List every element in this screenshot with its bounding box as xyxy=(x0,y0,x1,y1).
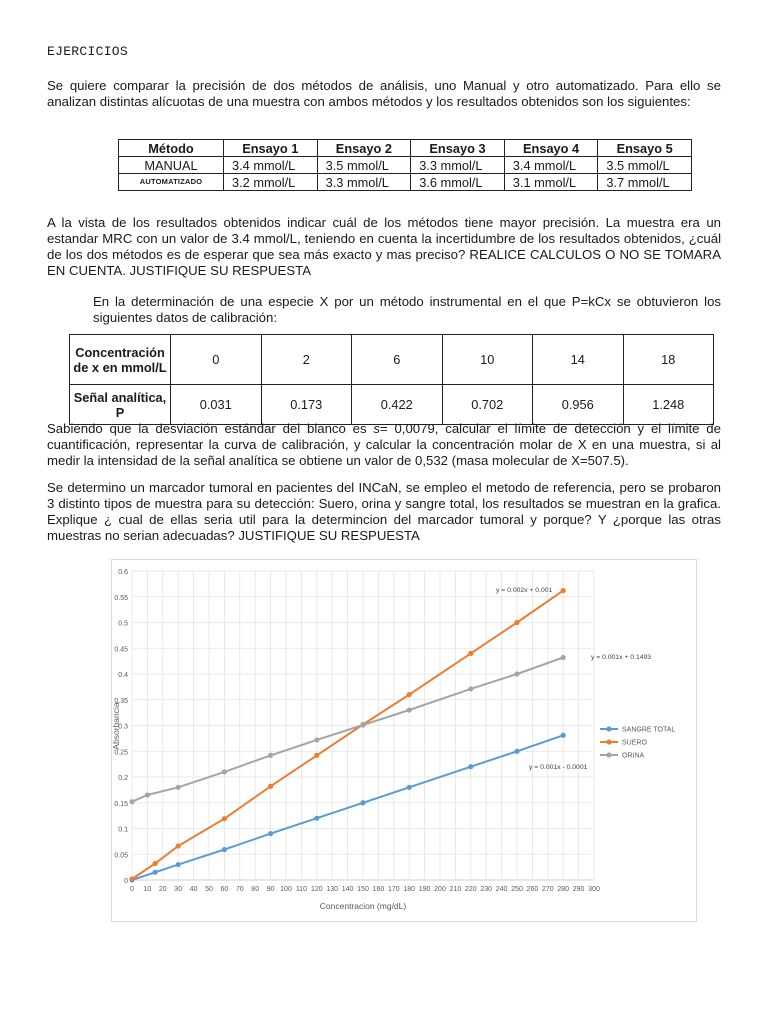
paragraph-detection-limit xyxy=(47,421,721,469)
x-tick-label: 240 xyxy=(495,886,508,893)
data-point xyxy=(360,722,365,727)
header-ensayo-3: Ensayo 3 xyxy=(411,140,505,157)
legend-marker xyxy=(606,739,611,744)
table-cell: 18 xyxy=(623,335,714,385)
table-cell: 0.173 xyxy=(261,385,352,425)
data-point xyxy=(268,753,273,758)
table-cell: 0.956 xyxy=(533,385,624,425)
x-tick-label: 280 xyxy=(557,886,570,893)
x-tick-label: 10 xyxy=(143,886,152,893)
data-point xyxy=(314,737,319,742)
data-point xyxy=(176,862,181,867)
data-point xyxy=(153,861,158,866)
x-tick-label: 150 xyxy=(357,886,369,893)
table-cell: 10 xyxy=(442,335,533,385)
data-point xyxy=(268,831,273,836)
calibration-table xyxy=(69,334,714,425)
x-tick-label: 50 xyxy=(205,886,213,893)
table-row-signal xyxy=(70,385,714,425)
header-ensayo-1: Ensayo 1 xyxy=(224,140,318,157)
y-axis-label: Absorbancia xyxy=(111,702,121,750)
data-point xyxy=(268,784,273,789)
x-tick-label: 120 xyxy=(310,886,323,893)
paragraph-precision-question: Se quiere comparar la precisión de dos métodos de análisis, uno Manual y otro automatizado. Para ello se analizan distintas alícuotas de una muestra con ambos métodos y los resultados obtenidos son los siguientes: xyxy=(47,78,721,109)
y-tick-label: 0.15 xyxy=(114,800,128,808)
x-tick-label: 130 xyxy=(326,886,339,893)
data-point xyxy=(314,816,319,821)
paragraph-calibration-intro: En la determinación de una especie X por un método instrumental en el que P=kCx se obtuvieron los siguientes datos de calibración: xyxy=(93,294,721,325)
data-point xyxy=(514,749,519,754)
x-tick-label: 20 xyxy=(158,886,167,893)
data-point xyxy=(561,655,566,660)
p4-text-b: = 0,0079, calcular el límite de detección y el límite de cuantificación, representar la curva de calibración, y calcular la concentración molar de X en una muestra, si al medir la intensidad de la señal analítica se obtiene un valor de 0,532 (masa molecular de X=507.5). xyxy=(47,421,721,468)
x-tick-label: 0 xyxy=(130,886,134,893)
x-tick-label: 180 xyxy=(403,886,416,893)
table-row-automatizado xyxy=(119,174,692,191)
table-cell: 3.2 mmol/L xyxy=(224,174,318,191)
table-cell: 2 xyxy=(261,335,352,385)
data-point xyxy=(407,707,412,712)
x-tick-label: 170 xyxy=(387,886,400,893)
table-cell: 3.5 mmol/L xyxy=(317,157,411,174)
row-header-concentration: Concentración de x en mmol/L xyxy=(70,335,171,385)
x-axis-label: Concentracion (mg/dL) xyxy=(319,901,407,911)
y-tick-label: 0.55 xyxy=(114,594,128,602)
data-point xyxy=(222,847,227,852)
trendline-equation: y = 0.002x + 0.001 xyxy=(496,587,553,594)
table-cell: 3.3 mmol/L xyxy=(317,174,411,191)
x-tick-label: 90 xyxy=(266,886,275,893)
y-tick-label: 0.4 xyxy=(118,672,128,679)
data-point xyxy=(153,870,158,875)
table-cell: 0.702 xyxy=(442,385,533,425)
legend-marker xyxy=(606,726,611,731)
table-cell: 14 xyxy=(533,335,624,385)
table-cell: 6 xyxy=(352,335,443,385)
method-manual: MANUAL xyxy=(119,157,224,174)
x-tick-label: 40 xyxy=(189,886,198,893)
y-tick-label: 0.5 xyxy=(118,620,128,628)
legend-label: ORINA xyxy=(622,752,645,760)
y-tick-label: 0.1 xyxy=(118,826,128,834)
x-tick-label: 140 xyxy=(341,886,354,893)
table-cell: 3.4 mmol/L xyxy=(224,157,318,174)
x-tick-label: 220 xyxy=(464,886,477,893)
exercise-heading: EJERCICIOS xyxy=(47,44,129,59)
header-ensayo-5: Ensayo 5 xyxy=(598,140,692,157)
y-tick-label: 0 xyxy=(124,878,128,885)
x-tick-label: 60 xyxy=(220,886,229,893)
methods-table-header-row xyxy=(119,140,692,157)
data-point xyxy=(407,692,412,697)
x-tick-label: 160 xyxy=(372,886,385,893)
table-cell: 1.248 xyxy=(623,385,714,425)
table-cell: 3.7 mmol/L xyxy=(598,174,692,191)
x-tick-label: 270 xyxy=(541,886,554,893)
table-cell: 3.4 mmol/L xyxy=(504,157,598,174)
data-point xyxy=(407,785,412,790)
legend-label: SANGRE TOTAL xyxy=(622,726,676,734)
x-tick-label: 80 xyxy=(251,886,260,893)
p4-symbol-s: s xyxy=(373,421,380,436)
x-tick-label: 30 xyxy=(174,886,183,893)
data-point xyxy=(514,671,519,676)
table-row-manual xyxy=(119,157,692,174)
row-header-signal: Señal analítica, P xyxy=(70,385,171,425)
x-tick-label: 290 xyxy=(572,886,585,893)
table-cell: 3.3 mmol/L xyxy=(411,157,505,174)
data-point xyxy=(561,588,566,593)
absorbance-chart xyxy=(111,559,697,922)
data-point xyxy=(468,651,473,656)
table-cell: 0.031 xyxy=(171,385,262,425)
table-row-concentration xyxy=(70,335,714,385)
legend-marker xyxy=(606,752,611,757)
trendline-equation: y = 0.001x + 0.1493 xyxy=(591,654,652,661)
trendline-equation: y = 0.001x - 0.0001 xyxy=(529,764,588,771)
data-point xyxy=(222,816,227,821)
y-tick-label: 0.05 xyxy=(114,852,128,860)
p4-text-a: Sabiendo que la desviación estándar del blanco es xyxy=(47,421,374,436)
data-point xyxy=(222,769,227,774)
header-ensayo-2: Ensayo 2 xyxy=(317,140,411,157)
data-point xyxy=(360,800,365,805)
data-point xyxy=(129,876,134,881)
paragraph-tumor-marker: Se determino un marcador tumoral en pacientes del INCaN, se empleo el metodo de referencia, pero se probaron 3 distinto tipos de muestra para su detección: Suero, orina y sangre total, los resultados se muestran en la grafica. Explique ¿ cual de ellas seria util para la determincion del marcador tumoral y porque? Y ¿porque las otras muestras no serian adecuadas? JUSTIFIQUE SU RESPUESTA xyxy=(47,480,721,543)
header-ensayo-4: Ensayo 4 xyxy=(504,140,598,157)
data-point xyxy=(314,753,319,758)
data-point xyxy=(145,792,150,797)
y-tick-label: 0.45 xyxy=(114,646,128,654)
y-tick-label: 0.25 xyxy=(114,749,128,757)
x-tick-label: 190 xyxy=(418,886,431,893)
paragraph-accuracy-question: A la vista de los resultados obtenidos indicar cuál de los métodos tiene mayor precisión. La muestra era un estandar MRC con un valor de 3.4 mmol/L, teniendo en cuenta la incertidumbre de los resultados obtenidos, ¿cuál de los dos métodos es de esperar que sea más exacto y mas preciso? REALICE CALCULOS O NO SE TOMARA EN CUENTA. JUSTIFIQUE SU RESPUESTA xyxy=(47,215,721,278)
x-tick-label: 100 xyxy=(280,886,292,893)
table-cell: 0 xyxy=(171,335,262,385)
methods-table xyxy=(118,139,692,191)
table-cell: 3.1 mmol/L xyxy=(504,174,598,191)
data-point xyxy=(129,799,134,804)
y-tick-label: 0.6 xyxy=(118,569,128,576)
x-tick-label: 70 xyxy=(235,886,244,893)
x-tick-label: 230 xyxy=(480,886,493,893)
data-point xyxy=(176,843,181,848)
x-tick-label: 210 xyxy=(449,886,462,893)
x-tick-label: 250 xyxy=(511,886,523,893)
x-tick-label: 300 xyxy=(588,886,600,893)
x-tick-label: 200 xyxy=(434,886,446,893)
table-cell: 3.6 mmol/L xyxy=(411,174,505,191)
y-tick-label: 0.2 xyxy=(118,775,128,782)
x-tick-label: 260 xyxy=(526,886,539,893)
data-point xyxy=(514,620,519,625)
data-point xyxy=(468,686,473,691)
header-method: Método xyxy=(119,140,224,157)
method-automatizado: AUTOMATIZADO xyxy=(119,174,224,191)
x-tick-label: 110 xyxy=(295,886,307,893)
legend-label: SUERO xyxy=(622,739,647,747)
table-cell: 3.5 mmol/L xyxy=(598,157,692,174)
table-cell: 0.422 xyxy=(352,385,443,425)
y-tick-label: 0.3 xyxy=(118,723,128,731)
data-point xyxy=(561,733,566,738)
data-point xyxy=(468,764,473,769)
y-tick-label: 0.35 xyxy=(114,697,128,705)
data-point xyxy=(176,785,181,790)
